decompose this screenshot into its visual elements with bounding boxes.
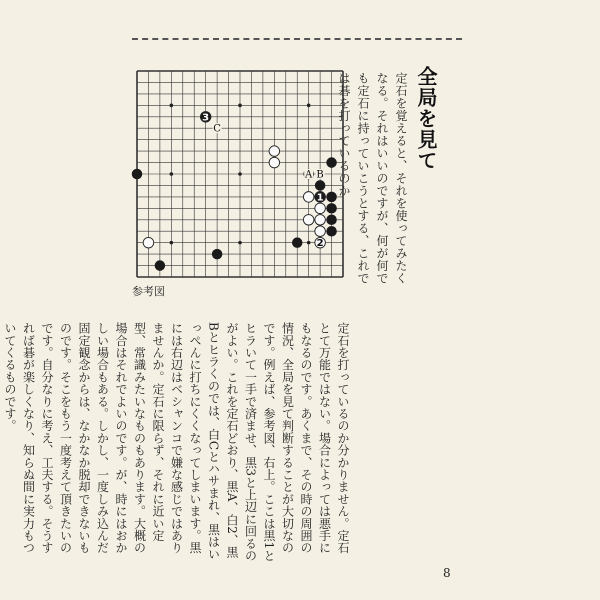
star-point bbox=[238, 241, 242, 245]
star-point bbox=[170, 104, 174, 108]
white-stone bbox=[315, 215, 326, 226]
intro-paragraph: 定石を覚えると、それを使ってみたくなる。それはいいのですが、何が何でも定石に持っていこうとする、これでは碁を打っているのか bbox=[337, 72, 408, 285]
letter-mark: C bbox=[213, 123, 221, 135]
go-diagram bbox=[130, 64, 350, 284]
black-stone bbox=[155, 260, 166, 271]
white-stone bbox=[303, 215, 314, 226]
white-stone bbox=[269, 157, 280, 168]
stone-number-label: 2 bbox=[316, 238, 324, 250]
chapter-title: 全局を見て bbox=[414, 66, 438, 171]
black-stone bbox=[326, 157, 337, 168]
white-stone bbox=[315, 203, 326, 214]
black-stone bbox=[315, 180, 326, 191]
star-point bbox=[307, 104, 311, 108]
black-stone bbox=[292, 237, 303, 248]
top-dashed-rule bbox=[132, 38, 462, 40]
star-point bbox=[238, 172, 242, 176]
letter-mark: A bbox=[305, 169, 313, 181]
star-point bbox=[238, 104, 242, 108]
white-stone bbox=[303, 192, 314, 203]
page-number: 8 bbox=[443, 566, 451, 580]
black-stone bbox=[132, 169, 143, 180]
black-stone bbox=[326, 215, 337, 226]
stone-number-label: 1 bbox=[316, 192, 324, 204]
black-stone bbox=[326, 226, 337, 237]
body-paragraph: 定石を打っているのか分かりません。定石とて万能ではない。場合によっては悪手にもなるのです。あくまで、その時の周囲の情況、全局を見て判断することが大切なのです。例えば、参考図、右上。ここは黒1とヒラいて一手で済ませ、黒3と上辺に回るのがよい。これを定石どおり、黒A、白2、黒Bとヒラくのでは、白Cとハサまれ、黒はいっぺんに打ちにくくなってしまいます。黒には右辺はベシャンコで嫌な感じではありませんか。定石に限らず、それに近い定型、常識みたいなものもあります。大概の場合はそれでよいのです。が、時にはおかしい場合もある。しかし、一度しみ込んだ固定観念からは、なかなか脱却できないものです。そこをもう一度考えて頂きたいのです。自分なりに考え、工夫する。そうすれば碁が楽しくなり、知らぬ間に実力もついてくるものです。 bbox=[3, 322, 350, 562]
go-board bbox=[130, 64, 350, 284]
star-point bbox=[307, 241, 311, 245]
letter-mark: B bbox=[316, 169, 324, 181]
black-stone bbox=[212, 249, 223, 260]
white-stone bbox=[315, 226, 326, 237]
star-point bbox=[170, 172, 174, 176]
white-stone bbox=[143, 237, 154, 248]
black-stone bbox=[326, 192, 337, 203]
stone-number-label: 3 bbox=[202, 112, 210, 124]
white-stone bbox=[269, 146, 280, 157]
black-stone bbox=[326, 203, 337, 214]
star-point bbox=[170, 241, 174, 245]
diagram-caption: 参考図 bbox=[132, 285, 165, 298]
